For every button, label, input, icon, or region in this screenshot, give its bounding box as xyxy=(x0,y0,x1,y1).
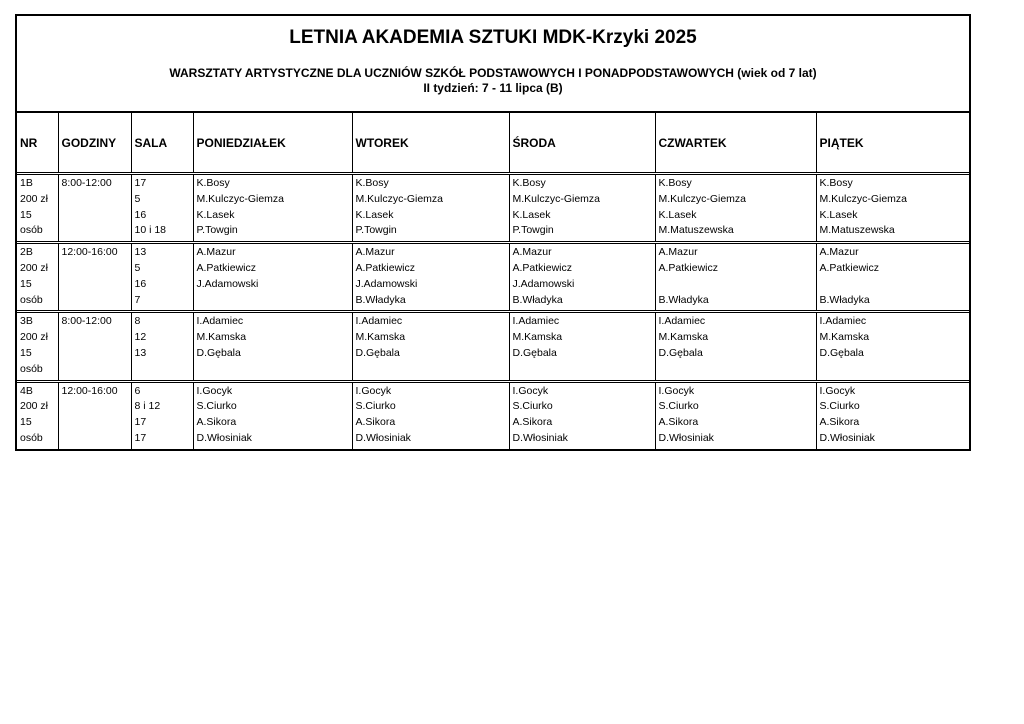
instructor-name: M.Kulczyc-Giemza xyxy=(658,192,747,205)
room-line: 17 xyxy=(134,416,147,429)
instructor-name xyxy=(820,277,970,293)
column-header-room: SALA xyxy=(131,113,193,174)
schedule-sheet xyxy=(15,14,971,451)
instructors-wednesday-cell xyxy=(509,174,655,243)
room-line: 17 xyxy=(134,177,147,189)
instructor-name xyxy=(820,362,970,378)
instructor-name: I.Gocyk xyxy=(819,384,856,397)
instructors-tuesday-cell xyxy=(352,312,509,381)
instructor-name: P.Towgin xyxy=(196,224,238,237)
group-rooms-cell xyxy=(131,243,193,312)
instructor-name: D.Włosiniak xyxy=(658,431,714,444)
instructor-name: M.Kulczyc-Giemza xyxy=(196,192,285,205)
instructor-name: M.Kulczyc-Giemza xyxy=(819,192,908,205)
instructor-name: M.Matuszewska xyxy=(819,224,895,237)
group-nr-line: 3B xyxy=(20,315,33,328)
instructor-name: A.Sikora xyxy=(355,416,396,429)
instructor-name: K.Lasek xyxy=(355,208,394,221)
instructor-name: K.Lasek xyxy=(819,208,858,221)
instructor-name: B.Władyka xyxy=(512,293,563,306)
group-row xyxy=(17,312,969,381)
instructor-name: M.Kamska xyxy=(658,331,709,344)
column-header-tuesday: WTOREK xyxy=(352,113,509,174)
room-line: 16 xyxy=(134,208,147,221)
instructor-name: A.Mazur xyxy=(819,246,859,259)
instructor-name: P.Towgin xyxy=(355,224,397,237)
instructor-name: A.Patkiewicz xyxy=(355,261,416,274)
instructor-name: J.Adamowski xyxy=(512,277,575,290)
group-hours-cell xyxy=(58,243,131,312)
instructor-name: P.Towgin xyxy=(512,224,554,237)
instructor-name: M.Kamska xyxy=(819,331,870,344)
group-rooms-cell xyxy=(131,174,193,243)
instructor-name: K.Lasek xyxy=(658,208,697,221)
group-row xyxy=(17,243,969,312)
group-nr-line: 15 xyxy=(20,416,32,429)
group-hours: 8:00-12:00 xyxy=(61,315,112,328)
instructor-name: A.Patkiewicz xyxy=(512,261,573,274)
column-header-nr: NR xyxy=(17,113,58,174)
instructor-name: S.Ciurko xyxy=(658,400,699,413)
instructor-name: K.Bosy xyxy=(819,177,853,189)
group-nr-cell xyxy=(17,174,58,243)
group-nr-line: 200 zł xyxy=(20,261,49,274)
week-label: II tydzień: 7 - 11 lipca (B) xyxy=(423,81,563,95)
instructor-name: A.Mazur xyxy=(658,246,698,259)
instructor-name: S.Ciurko xyxy=(196,400,237,413)
instructors-tuesday-cell xyxy=(352,174,509,243)
instructor-name xyxy=(659,362,816,378)
group-rooms-cell xyxy=(131,381,193,449)
instructor-name: J.Adamowski xyxy=(355,277,418,290)
room-line: 8 i 12 xyxy=(134,400,161,413)
instructor-name: D.Włosiniak xyxy=(355,431,411,444)
instructor-name xyxy=(356,362,509,378)
instructor-name: K.Lasek xyxy=(512,208,551,221)
instructor-name: D.Włosiniak xyxy=(819,431,875,444)
group-nr-line: 200 zł xyxy=(20,400,49,413)
group-nr-line: osób xyxy=(20,362,43,375)
instructors-friday-cell xyxy=(816,381,969,449)
instructor-name xyxy=(197,293,352,309)
instructor-name: D.Włosiniak xyxy=(512,431,568,444)
instructor-name: J.Adamowski xyxy=(196,277,259,290)
group-nr-line: 15 xyxy=(20,346,32,359)
instructor-name: M.Kamska xyxy=(196,331,247,344)
group-nr-cell xyxy=(17,243,58,312)
instructor-name: I.Gocyk xyxy=(196,384,233,397)
group-hours-cell xyxy=(58,174,131,243)
instructors-tuesday-cell xyxy=(352,243,509,312)
instructor-name: A.Patkiewicz xyxy=(819,261,880,274)
instructor-name: A.Patkiewicz xyxy=(196,261,257,274)
instructor-name: K.Lasek xyxy=(196,208,235,221)
room-line: 8 xyxy=(134,315,141,328)
instructor-name xyxy=(513,362,655,378)
group-nr-line: osób xyxy=(20,224,43,237)
group-hours: 12:00-16:00 xyxy=(61,246,118,259)
instructor-name: B.Władyka xyxy=(658,293,709,306)
instructor-name: D.Gębala xyxy=(658,346,703,359)
column-header-hours: GODZINY xyxy=(58,113,131,174)
schedule-table xyxy=(17,113,969,449)
instructor-name: I.Adamiec xyxy=(196,315,244,328)
instructor-name: M.Kulczyc-Giemza xyxy=(512,192,601,205)
room-line: 10 i 18 xyxy=(134,224,167,237)
instructor-name: A.Mazur xyxy=(512,246,552,259)
instructor-name: K.Bosy xyxy=(196,177,230,189)
instructors-friday-cell xyxy=(816,312,969,381)
instructor-name: M.Kamska xyxy=(355,331,406,344)
page-subtitle: WARSZTATY ARTYSTYCZNE DLA UCZNIÓW SZKÓŁ PODSTAWOWYCH I PONADPODSTAWOWYCH (wiek od 7 lat) xyxy=(169,66,817,80)
instructor-name: D.Gębala xyxy=(355,346,400,359)
group-nr-line: 200 zł xyxy=(20,192,49,205)
instructor-name: K.Bosy xyxy=(658,177,692,189)
instructors-thursday-cell xyxy=(655,243,816,312)
instructor-name xyxy=(197,362,352,378)
room-line: 5 xyxy=(134,261,141,274)
room-line: 13 xyxy=(134,346,147,359)
room-line xyxy=(135,362,193,378)
page-title: LETNIA AKADEMIA SZTUKI MDK-Krzyki 2025 xyxy=(289,27,697,48)
instructor-name: A.Sikora xyxy=(196,416,237,429)
column-header-thursday: CZWARTEK xyxy=(655,113,816,174)
instructors-thursday-cell xyxy=(655,381,816,449)
instructor-name: S.Ciurko xyxy=(512,400,553,413)
instructor-name: D.Gębala xyxy=(512,346,557,359)
column-header-friday: PIĄTEK xyxy=(816,113,969,174)
instructor-name: K.Bosy xyxy=(512,177,546,189)
group-hours: 12:00-16:00 xyxy=(61,384,118,397)
instructors-monday-cell xyxy=(193,243,352,312)
instructor-name: I.Adamiec xyxy=(658,315,706,328)
instructor-name: B.Władyka xyxy=(819,293,870,306)
group-nr-cell xyxy=(17,312,58,381)
group-nr-line: osób xyxy=(20,293,43,306)
instructor-name: A.Sikora xyxy=(512,416,553,429)
instructor-name: I.Adamiec xyxy=(355,315,403,328)
instructor-name: M.Kamska xyxy=(512,331,563,344)
instructors-tuesday-cell xyxy=(352,381,509,449)
instructor-name: I.Gocyk xyxy=(355,384,392,397)
group-hours-cell xyxy=(58,312,131,381)
group-rooms-cell xyxy=(131,312,193,381)
group-nr-line: 15 xyxy=(20,277,32,290)
column-header-wednesday: ŚRODA xyxy=(509,113,655,174)
header-row xyxy=(17,113,969,174)
instructors-monday-cell xyxy=(193,312,352,381)
instructor-name: A.Mazur xyxy=(355,246,395,259)
instructor-name: I.Gocyk xyxy=(658,384,695,397)
room-line: 6 xyxy=(134,384,141,397)
instructors-monday-cell xyxy=(193,174,352,243)
instructor-name: S.Ciurko xyxy=(355,400,396,413)
instructors-friday-cell xyxy=(816,174,969,243)
instructors-monday-cell xyxy=(193,381,352,449)
instructor-name xyxy=(659,277,816,293)
group-row xyxy=(17,381,969,449)
instructor-name: D.Gębala xyxy=(819,346,864,359)
instructor-name: S.Ciurko xyxy=(819,400,860,413)
instructor-name: A.Sikora xyxy=(819,416,860,429)
instructor-name: M.Kulczyc-Giemza xyxy=(355,192,444,205)
instructor-name: I.Adamiec xyxy=(819,315,867,328)
room-line: 17 xyxy=(134,431,147,444)
group-nr-line: 1B xyxy=(20,177,33,189)
group-nr-line: 2B xyxy=(20,246,33,259)
instructors-wednesday-cell xyxy=(509,381,655,449)
instructor-name: I.Adamiec xyxy=(512,315,560,328)
room-line: 7 xyxy=(134,293,141,306)
instructors-wednesday-cell xyxy=(509,312,655,381)
instructor-name: K.Bosy xyxy=(355,177,389,189)
room-line: 5 xyxy=(134,192,141,205)
instructors-friday-cell xyxy=(816,243,969,312)
instructor-name: B.Władyka xyxy=(355,293,406,306)
instructor-name: I.Gocyk xyxy=(512,384,549,397)
room-line: 16 xyxy=(134,277,147,290)
group-nr-line: 4B xyxy=(20,384,33,397)
instructor-name: A.Patkiewicz xyxy=(658,261,719,274)
group-row xyxy=(17,174,969,243)
group-nr-cell xyxy=(17,381,58,449)
instructors-wednesday-cell xyxy=(509,243,655,312)
instructor-name: D.Włosiniak xyxy=(196,431,252,444)
group-nr-line: osób xyxy=(20,431,43,444)
column-header-monday: PONIEDZIAŁEK xyxy=(193,113,352,174)
instructor-name: D.Gębala xyxy=(196,346,241,359)
room-line: 12 xyxy=(134,331,147,344)
instructor-name: A.Sikora xyxy=(658,416,699,429)
group-nr-line: 15 xyxy=(20,208,32,221)
instructor-name: A.Mazur xyxy=(196,246,236,259)
group-hours-cell xyxy=(58,381,131,449)
sheet-header xyxy=(17,16,969,113)
instructors-thursday-cell xyxy=(655,174,816,243)
group-hours: 8:00-12:00 xyxy=(61,177,112,189)
room-line: 13 xyxy=(134,246,147,259)
group-nr-line: 200 zł xyxy=(20,331,49,344)
instructor-name: M.Matuszewska xyxy=(658,224,734,237)
instructors-thursday-cell xyxy=(655,312,816,381)
